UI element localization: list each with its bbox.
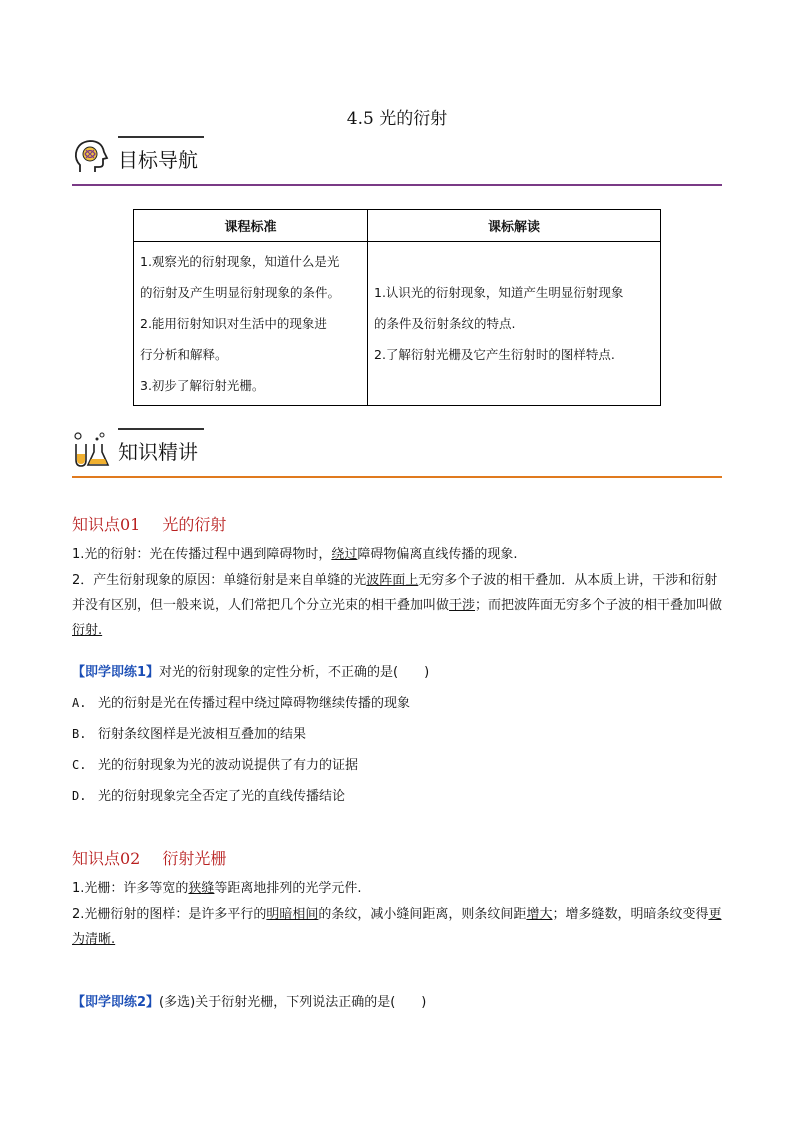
paragraph <box>72 542 724 567</box>
knowledge-point-label: 知识点02 <box>72 849 141 868</box>
cell-line: 1.认识光的衍射现象，知道产生明显衍射现象 <box>374 285 624 300</box>
table-cell-interpretation <box>368 242 661 406</box>
exercise-text: 对光的衍射现象的定性分析，不正确的是( ) <box>159 665 430 680</box>
cell-line: 1.观察光的衍射现象，知道什么是光 <box>140 254 340 269</box>
knowledge-point-title <box>72 512 226 535</box>
option-text: 光的衍射是光在传播过程中绕过障碍物继续传播的现象 <box>98 696 411 711</box>
cell-line: 2.了解衍射光栅及它产生衍射时的图样特点. <box>374 347 615 362</box>
exercise-tag: 【即学即练1】 <box>72 665 160 680</box>
cell-line: 行分析和解释。 <box>140 347 228 362</box>
option-letter: B. <box>72 727 87 741</box>
section-title: 目标导航 <box>118 148 198 172</box>
text-run: 无穷多个子波的相干叠加．从本质上讲，干涉和衍射并没有区别，但一般来说，人们常把几个分立光束的相干叠加叫做 <box>72 573 718 613</box>
text-run: 1.光的衍射：光在传播过程中遇到障碍物时， <box>72 547 332 562</box>
table-header-interpretation: 课标解读 <box>368 210 661 242</box>
underlined-term: 绕过 <box>331 547 358 562</box>
option-letter: C. <box>72 758 87 772</box>
underlined-term: 衍射. <box>72 623 103 638</box>
paragraph <box>72 876 724 901</box>
section-divider <box>72 184 722 186</box>
page-title: 4.5 光的衍射 <box>346 109 448 129</box>
text-run: 1.光栅：许多等宽的 <box>72 881 189 896</box>
option-text: 衍射条纹图样是光波相互叠加的结果 <box>98 727 307 742</box>
header-overline <box>118 428 204 430</box>
option-text: 光的衍射现象完全否定了光的直线传播结论 <box>98 789 346 804</box>
underlined-term: 更为清晰. <box>72 907 722 947</box>
option-letter: A. <box>72 696 87 710</box>
table-header-standard: 课程标准 <box>134 210 368 242</box>
header-overline <box>118 136 204 138</box>
knowledge-point-label: 知识点01 <box>72 515 141 534</box>
text-run: ；而把波阵面无穷多个子波的相干叠加叫做 <box>475 598 723 613</box>
knowledge-point-name: 光的衍射 <box>162 515 227 534</box>
table-header-row <box>134 210 661 242</box>
cell-line: 2.能用衍射知识对生活中的现象进 <box>140 316 327 331</box>
underlined-term: 干涉 <box>449 598 476 613</box>
text-run: 2．产生衍射现象的原因：单缝衍射是来自单缝的光 <box>72 573 367 588</box>
underlined-term: 波阵面上 <box>366 573 419 588</box>
underlined-term: 明暗相间 <box>266 907 319 922</box>
text-run: 等距离地排列的光学元件. <box>214 881 362 896</box>
text-run: ；增多缝数，明暗条纹变得 <box>552 907 709 922</box>
answer-option-d[interactable] <box>72 785 345 804</box>
answer-option-a[interactable] <box>72 692 410 711</box>
underlined-term: 增大 <box>526 907 553 922</box>
table-cell-standard <box>134 242 368 406</box>
exercise-question <box>72 661 429 680</box>
knowledge-point-title <box>72 846 226 869</box>
cell-line: 的衍射及产生明显衍射现象的条件。 <box>140 285 341 300</box>
paragraph <box>72 568 724 643</box>
option-letter: D. <box>72 789 87 803</box>
cell-line: 3.初步了解衍射光栅。 <box>140 378 265 393</box>
section-header-goals <box>72 136 722 186</box>
curriculum-table <box>133 209 661 406</box>
option-text: 光的衍射现象为光的波动说提供了有力的证据 <box>98 758 359 773</box>
exercise-text: (多选)关于衍射光栅，下列说法正确的是( ) <box>159 995 427 1010</box>
section-header-knowledge <box>72 428 722 478</box>
exercise-tag: 【即学即练2】 <box>72 995 160 1010</box>
answer-option-c[interactable] <box>72 754 358 773</box>
head-brain-icon <box>72 138 110 176</box>
table-row <box>134 242 661 406</box>
underlined-term: 狭缝 <box>188 881 215 896</box>
section-divider <box>72 476 722 478</box>
lab-flask-icon <box>72 430 110 468</box>
text-run: 的条纹，减小缝间距离，则条纹间距 <box>318 907 527 922</box>
paragraph <box>72 902 724 952</box>
text-run: 障碍物偏离直线传播的现象. <box>357 547 518 562</box>
answer-option-b[interactable] <box>72 723 306 742</box>
knowledge-point-name: 衍射光栅 <box>162 849 227 868</box>
section-title: 知识精讲 <box>118 440 198 464</box>
cell-line: 的条件及衍射条纹的特点. <box>374 316 516 331</box>
text-run: 2.光栅衍射的图样：是许多平行的 <box>72 907 267 922</box>
exercise-question <box>72 991 426 1010</box>
